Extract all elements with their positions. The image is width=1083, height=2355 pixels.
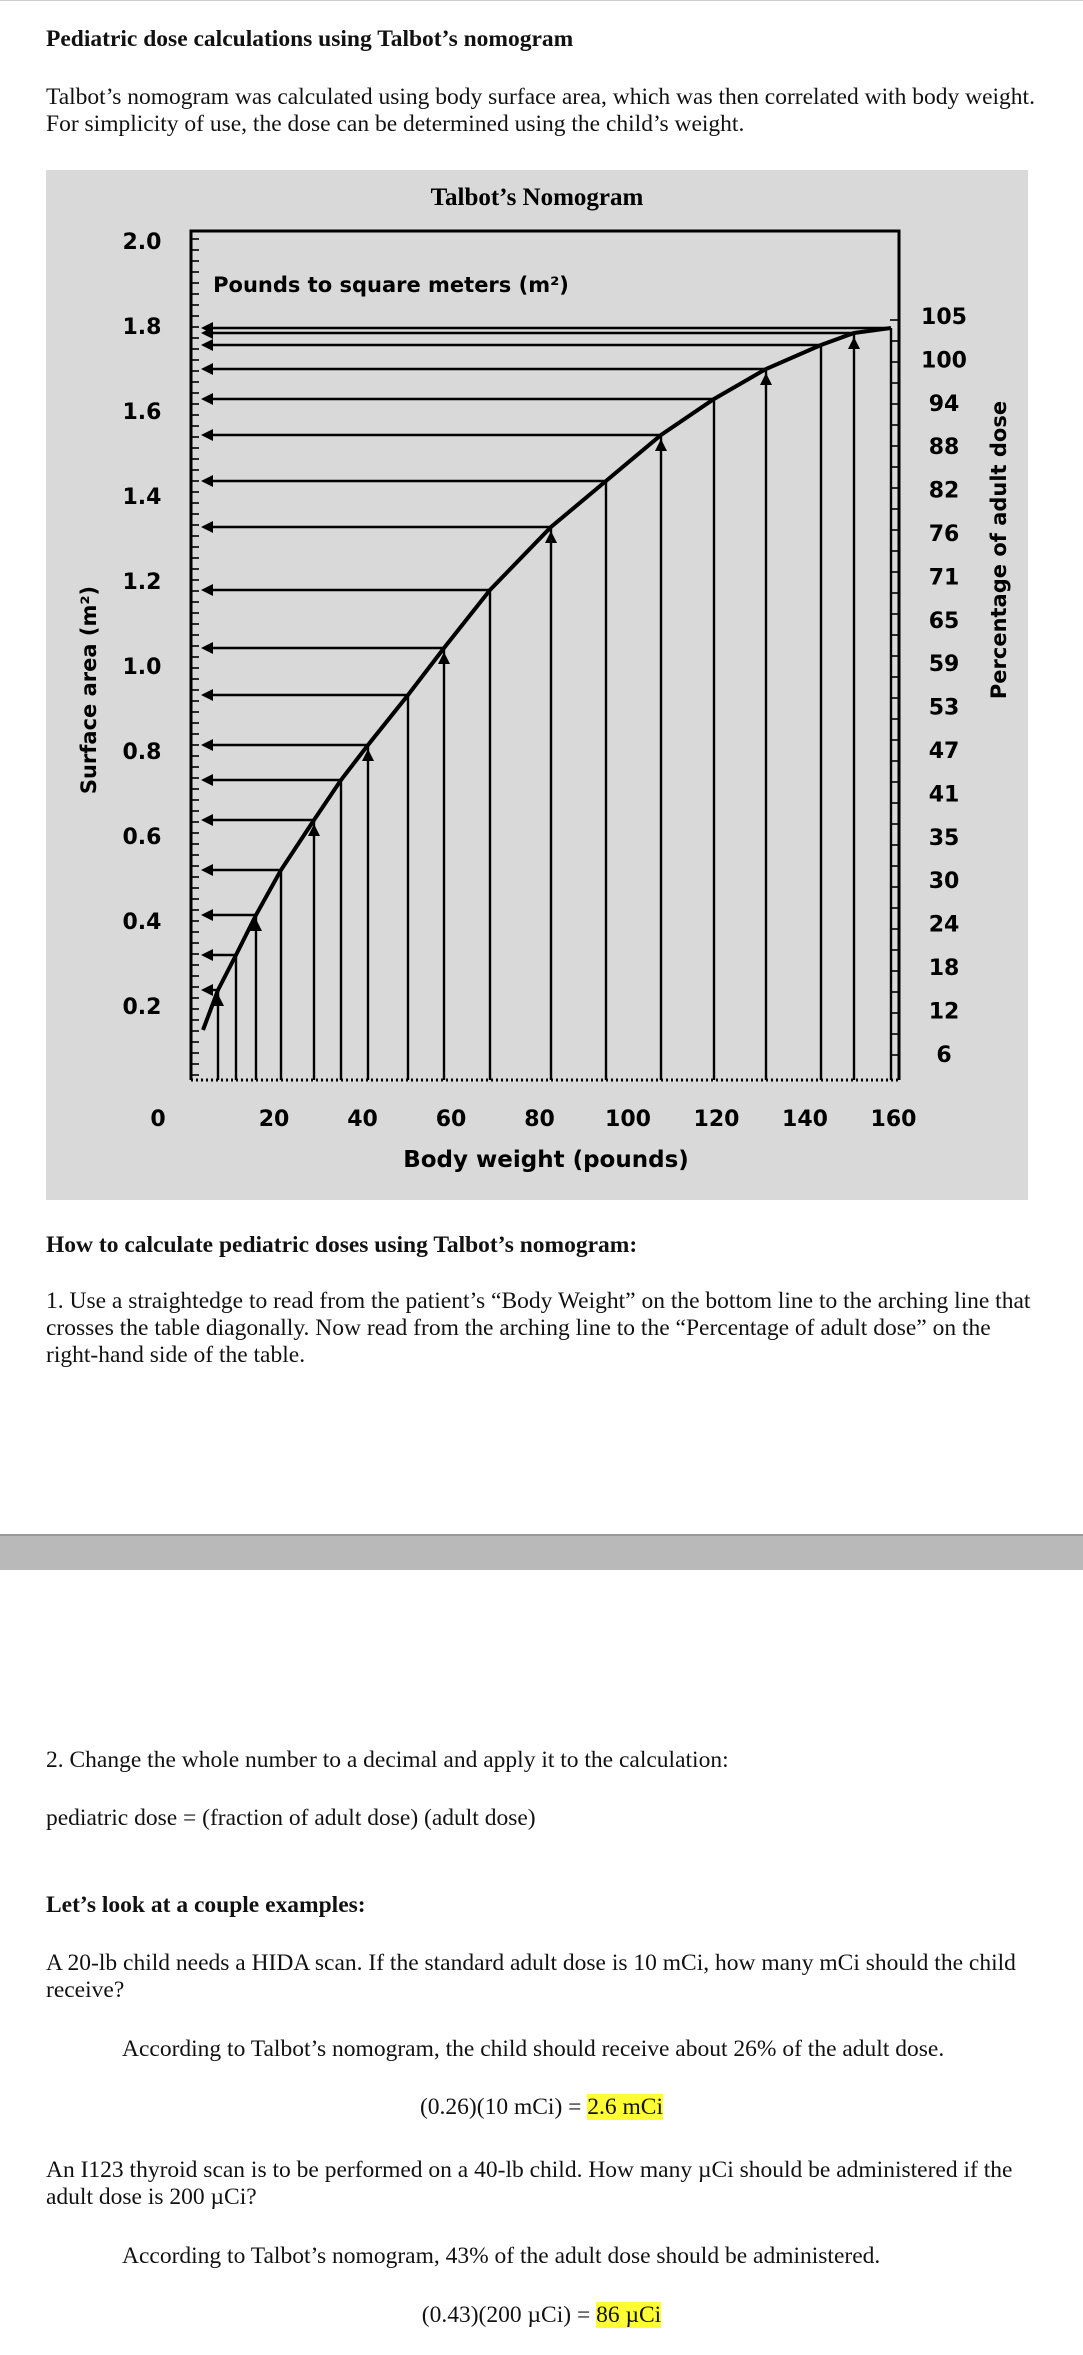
- example-1-result: 2.6 mCi: [587, 2094, 664, 2120]
- surface-area-axis-label: Surface area (m²): [77, 585, 101, 795]
- nomogram-lines: [191, 231, 899, 1080]
- examples-heading: Let’s look at a couple examples:: [46, 1892, 366, 1918]
- arrow-head: [201, 739, 213, 751]
- page-heading: Pediatric dose calculations using Talbot’s nomogram: [46, 26, 574, 52]
- surface-area-tick-label: 2.0: [122, 230, 162, 255]
- example-2-result: 86 µCi: [596, 2302, 662, 2328]
- surface-area-tick-label: 0.6: [122, 825, 162, 850]
- example-2-question: An I123 thyroid scan is to be performed on a 40-lb child. How many µCi should be administered if the adult dose is 200 µCi?: [46, 2157, 1013, 2210]
- arrow-head: [201, 521, 213, 533]
- body-weight-tick-label: 140: [782, 1107, 828, 1132]
- example-1-answer: According to Talbot’s nomogram, the child should receive about 26% of the adult dose.: [122, 2036, 945, 2062]
- arrow-head: [848, 337, 860, 349]
- percentage-ticks: [921, 305, 967, 1068]
- arrow-head: [201, 949, 213, 961]
- arrow-head: [201, 363, 213, 375]
- arrow-head: [201, 339, 213, 351]
- body-weight-axis-label: Body weight (pounds): [403, 1147, 689, 1173]
- arching-curve: [203, 328, 891, 1030]
- body-weight-tick-label: 80: [524, 1107, 555, 1132]
- formula-text: pediatric dose = (fraction of adult dose) (adult dose): [46, 1805, 536, 1831]
- arrow-head: [201, 984, 213, 996]
- surface-area-tick-label: 1.4: [122, 485, 162, 510]
- surface-area-tick-label: 1.2: [122, 570, 162, 595]
- example-1-calculation: [0, 2094, 1083, 2121]
- body-weight-tick-label: 20: [258, 1107, 290, 1132]
- nomogram-subtitle: Pounds to square meters (m²): [213, 273, 569, 297]
- percentage-tick-label: 53: [928, 695, 960, 721]
- arrow-head: [201, 864, 213, 876]
- arrow-head: [201, 584, 213, 596]
- example-1-question: A 20-lb child needs a HIDA scan. If the standard adult dose is 10 mCi, how many mCi should the child receive?: [46, 1950, 1016, 2003]
- percentage-tick-label: 82: [928, 478, 960, 504]
- body-weight-tick-label: 100: [605, 1107, 651, 1132]
- nomogram-title: Talbot’s Nomogram: [430, 184, 644, 211]
- body-weight-tick-label: 120: [693, 1107, 740, 1132]
- percentage-tick-label: 30: [928, 869, 960, 895]
- percentage-tick-label: 76: [928, 522, 960, 547]
- arrow-head: [201, 909, 213, 921]
- step-2-text: 2. Change the whole number to a decimal and apply it to the calculation:: [46, 1747, 729, 1773]
- body-weight-tick-label: 0: [150, 1107, 166, 1132]
- surface-area-tick-label: 0.4: [122, 910, 162, 935]
- percentage-tick-label: 59: [928, 652, 960, 678]
- body-weight-ticks: [150, 1107, 916, 1132]
- example-2-answer: According to Talbot’s nomogram, 43% of the adult dose should be administered.: [122, 2243, 881, 2269]
- percentage-tick-label: 18: [928, 956, 960, 981]
- example-2-calc-text: (0.43)(200 µCi) =: [421, 2302, 597, 2328]
- percentage-tick-label: 88: [928, 435, 960, 461]
- surface-area-tick-label: 0.2: [122, 995, 162, 1020]
- surface-area-tick-label: 1.0: [122, 655, 162, 680]
- nomogram-svg: [46, 170, 1028, 1200]
- how-to-heading: How to calculate pediatric doses using Talbot’s nomogram:: [46, 1232, 638, 1258]
- arrow-head: [201, 642, 213, 654]
- percentage-tick-label: 71: [928, 565, 960, 591]
- surface-area-tick-label: 1.6: [122, 400, 162, 425]
- surface-area-tick-label: 0.8: [122, 740, 162, 765]
- page-break-divider: [0, 1534, 1083, 1572]
- percentage-tick-label: 6: [936, 1042, 952, 1068]
- percentage-tick-label: 100: [921, 348, 967, 374]
- intro-paragraph: Talbot’s nomogram was calculated using body surface area, which was then correlated with body weight. For simplicity of use, the dose can be determined using the child’s weight.: [46, 84, 1035, 137]
- arrow-head: [201, 429, 213, 441]
- arrow-head: [201, 393, 213, 405]
- body-weight-tick-label: 160: [870, 1107, 917, 1132]
- percentage-tick-label: 47: [928, 739, 960, 764]
- percentage-tick-label: 94: [928, 391, 960, 417]
- example-1-calc-text: (0.26)(10 mCi) =: [419, 2094, 588, 2120]
- step-1-text: 1. Use a straightedge to read from the patient’s “Body Weight” on the bottom line to the arching line that crosses the table diagonally. Now read from the arching line to the “Percentage of adult dose” on the right-hand side of the table.: [46, 1288, 1031, 1368]
- percentage-tick-label: 35: [928, 825, 960, 851]
- surface-area-tick-label: 1.8: [122, 315, 162, 340]
- percentage-tick-label: 12: [928, 999, 960, 1025]
- arrow-head: [201, 814, 213, 826]
- arrow-head: [760, 373, 772, 385]
- arrow-head: [201, 475, 213, 487]
- percentage-tick-label: 41: [928, 782, 960, 808]
- example-2-calculation: [0, 2302, 1083, 2329]
- talbot-nomogram-figure: [46, 170, 1028, 1200]
- body-weight-tick-label: 40: [347, 1107, 378, 1132]
- percentage-tick-label: 105: [921, 305, 967, 330]
- body-weight-tick-label: 60: [435, 1107, 467, 1132]
- percentage-axis-label: Percentage of adult dose: [987, 400, 1011, 700]
- arrow-head: [201, 774, 213, 786]
- arrow-head: [201, 689, 213, 701]
- percentage-tick-label: 65: [928, 608, 960, 634]
- percentage-tick-label: 24: [928, 912, 960, 938]
- surface-area-ticks: [123, 230, 162, 1020]
